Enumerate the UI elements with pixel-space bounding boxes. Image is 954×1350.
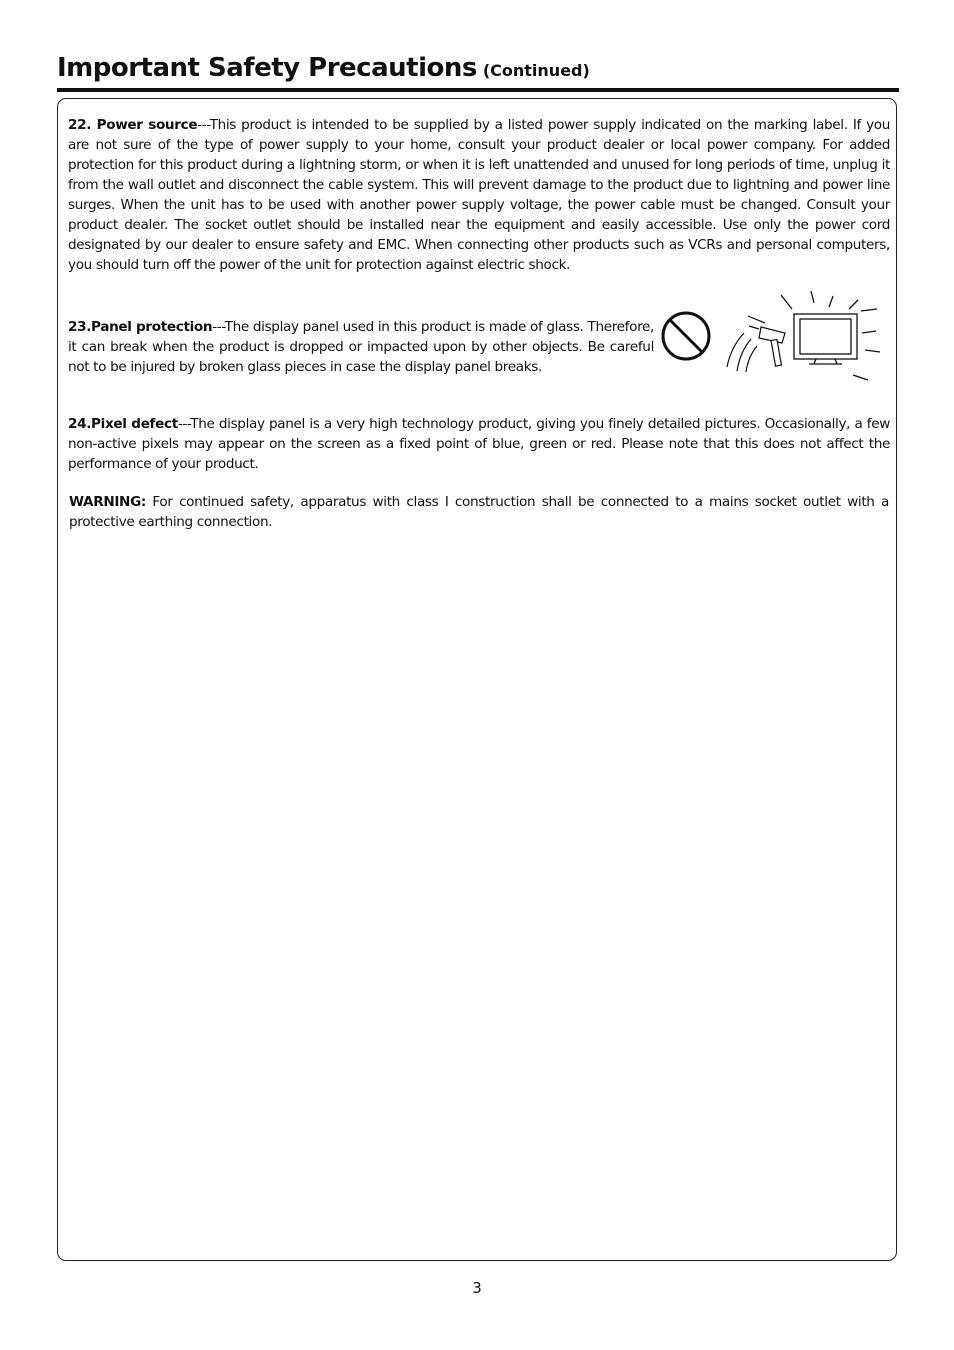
section-heading: 23.Panel protection: [68, 319, 213, 335]
page-header: [57, 50, 899, 86]
page-number: 3: [472, 1279, 482, 1297]
tv-display-icon: [781, 291, 880, 380]
section-heading: 22. Power source: [68, 117, 198, 133]
title-rule: [57, 88, 899, 92]
section-panel-protection: [68, 317, 654, 377]
section-separator: ---: [177, 416, 191, 432]
hammer-icon: [727, 316, 785, 372]
section-body: The display panel is a very high technology product, giving you finely detailed pictures. Occasionally, a few non-active pixels may appear on the screen as a fixed point of blue, green or red. Please note that this does not affect the performance of your product.: [68, 416, 890, 472]
page-subtitle: (Continued): [482, 61, 590, 80]
section-separator: ---: [197, 117, 210, 133]
section-heading: 24.Pixel defect: [68, 416, 178, 432]
section-separator: ---: [212, 319, 225, 335]
section-body: The display panel used in this product is made of glass. Therefore, it can break when the product is dropped or impacted upon by other objects. Be careful not to be injured by broken glass pieces in case the display panel breaks.: [68, 319, 655, 375]
section-pixel-defect: [68, 414, 890, 474]
section-body: This product is intended to be supplied by a listed power supply indicated on the marking label. If you are not sure of the type of power supply to your home, consult your product dealer or local power company. For added protection for this product during a lightning storm, or when it is left unattended and unused for long periods of time, unplug it from the wall outlet and disconnect the cable system. This will prevent damage to the product due to lightning and power line surges. When the unit has to be used with another power supply voltage, the power cable must be changed. Consult your product dealer. The socket outlet should be installed near the equipment and easily accessible. Use only the power cord designated by our dealer to ensure safety and EMC. When connecting other products such as VCRs and personal computers, you should turn off the power of the unit for protection against electric shock.: [68, 117, 891, 273]
section-power-source: [68, 115, 890, 275]
prohibition-icon: [663, 313, 709, 359]
section-warning: [69, 492, 889, 532]
panel-protection-illustration: [661, 289, 891, 385]
page-title: Important Safety Precautions: [57, 53, 477, 83]
warning-body: For continued safety, apparatus with class I construction shall be connected to a mains socket outlet with a protective earthing connection.: [69, 494, 889, 530]
content-box: [57, 98, 897, 1261]
warning-heading: WARNING:: [69, 494, 146, 510]
